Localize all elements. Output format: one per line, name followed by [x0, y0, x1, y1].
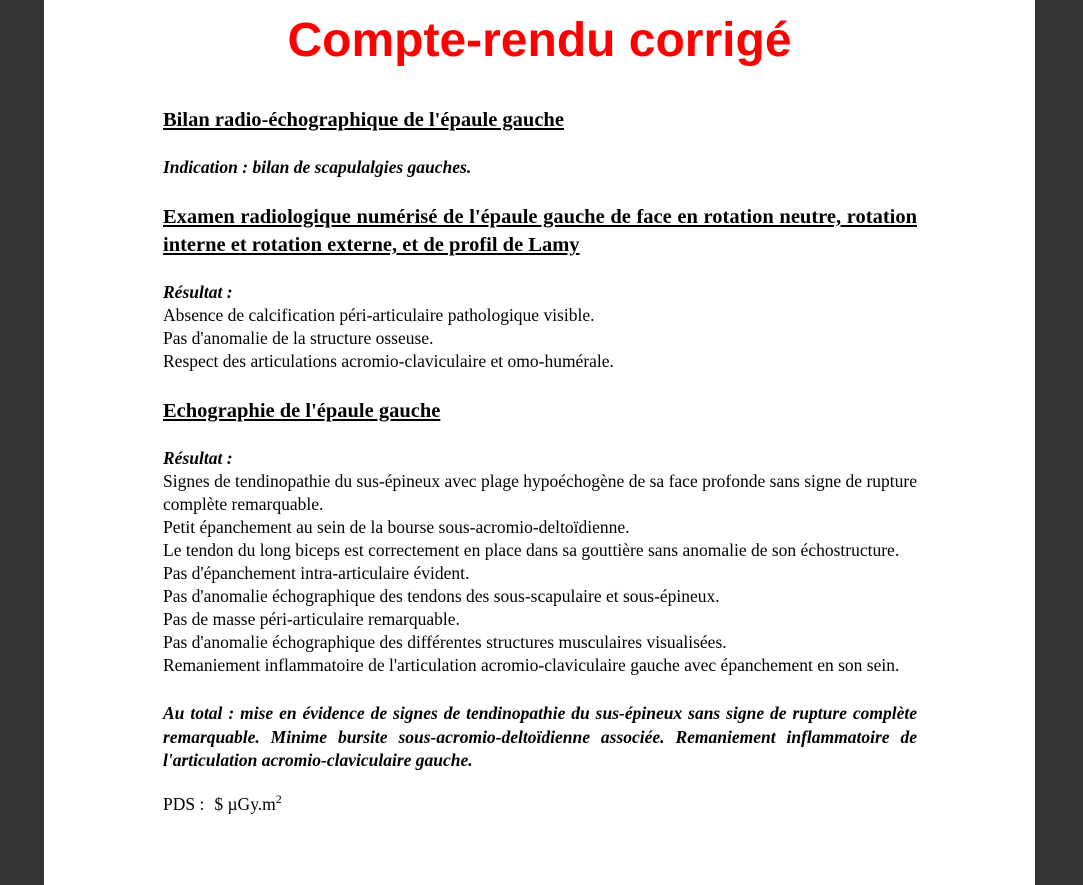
conclusion-paragraph: Au total : mise en évidence de signes de tendinopathie du sus-épineux sans signe de rupture complète remarquable. Minime bursite sous-acromio-deltoïdienne associée. Remaniement inflammatoire de l'articulation acromio-claviculaire gauche.: [163, 703, 917, 770]
echo-finding: Petit épanchement au sein de la bourse sous-acromio-deltoïdienne.: [163, 517, 630, 537]
indication-line: Indication : bilan de scapulalgies gauches.: [163, 157, 472, 177]
pds-label: PDS :: [163, 793, 205, 814]
document-title: Compte-rendu corrigé: [287, 14, 792, 67]
heading-bilan-radio-echographique: Bilan radio-échographique de l'épaule gauche: [163, 109, 564, 131]
echo-finding: Le tendon du long biceps est correctement en place dans sa gouttière sans anomalie de son échostructure.: [163, 540, 900, 560]
echo-result-label: Résultat :: [163, 448, 233, 468]
echo-finding: Signes de tendinopathie du sus-épineux avec plage hypoéchogène de sa face profonde sans signe de rupture complète remarquable.: [163, 471, 917, 514]
pds-value: $ µGy.m: [214, 793, 276, 814]
xray-finding: Respect des articulations acromio-claviculaire et omo-humérale.: [163, 351, 614, 371]
echo-finding: Pas d'anomalie échographique des différentes structures musculaires visualisées.: [163, 632, 727, 652]
echo-finding: Pas d'anomalie échographique des tendons des sous-scapulaire et sous-épineux.: [163, 586, 720, 606]
xray-finding: Absence de calcification péri-articulaire pathologique visible.: [163, 305, 595, 325]
pds-line: [163, 793, 917, 816]
heading-examen-radiologique: Examen radiologique numérisé de l'épaule gauche de face en rotation neutre, rotation interne et rotation externe, et de profil de Lamy: [163, 206, 917, 256]
xray-result-label: Résultat :: [163, 282, 233, 302]
document-page: [44, 0, 1035, 885]
heading-echographie: Echographie de l'épaule gauche: [163, 400, 441, 422]
pds-exponent: 2: [275, 791, 282, 806]
echo-finding: Remaniement inflammatoire de l'articulation acromio-claviculaire gauche avec épanchement en son sein.: [163, 655, 900, 675]
xray-finding: Pas d'anomalie de la structure osseuse.: [163, 328, 434, 348]
echo-finding: Pas d'épanchement intra-articulaire évident.: [163, 563, 470, 583]
echo-finding: Pas de masse péri-articulaire remarquable.: [163, 609, 460, 629]
document-body: [44, 106, 1035, 816]
